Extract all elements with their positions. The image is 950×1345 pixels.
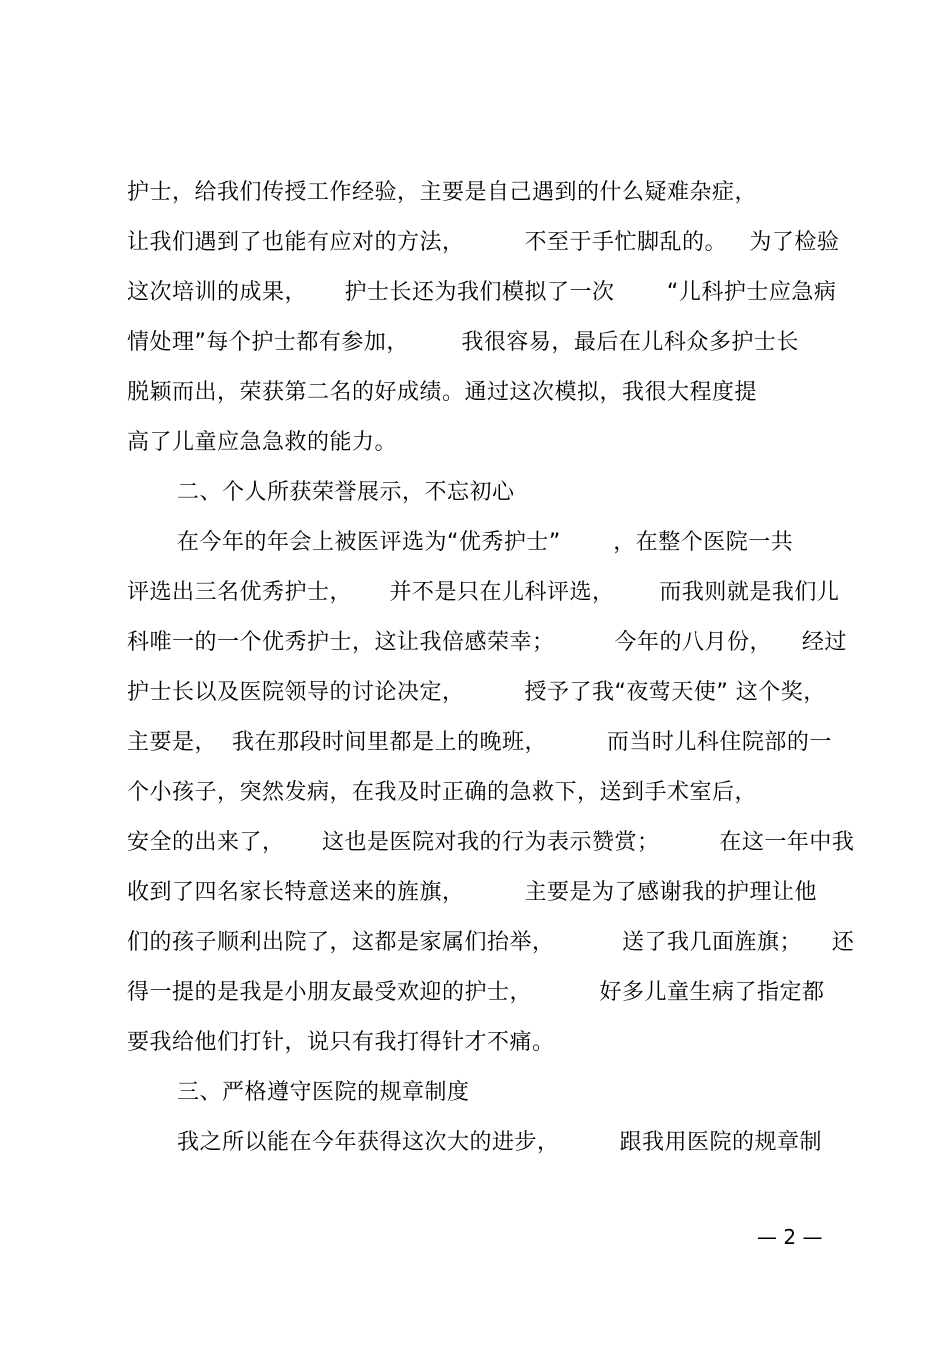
paragraph-line-12: 个小孩子，突然发病，在我及时正确的急救下，送到手术室后，	[127, 780, 758, 805]
paragraph-line-17: 要我给他们打针，说只有我打得针才不痛。	[127, 1030, 555, 1055]
paragraph-line-10: 护士长以及医院领导的讨论决定， 授予了我“夜莺天使” 这个奖，	[127, 680, 826, 705]
paragraph-line-14: 收到了四名家长特意送来的旌旗， 主要是为了感谢我的护理让他	[127, 880, 817, 905]
paragraph-line-18: 我之所以能在今年获得这次大的进步， 跟我用医院的规章制	[177, 1130, 822, 1155]
paragraph-line-16: 得一提的是我是小朋友最受欢迎的护士， 好多儿童生病了指定都	[127, 980, 825, 1005]
paragraph-line-3: 这次培训的成果， 护士长还为我们模拟了一次 “儿科护士应急病	[127, 280, 837, 305]
paragraph-line-2: 让我们遇到了也能有应对的方法， 不至于手忙脚乱的。 为了检验	[127, 230, 840, 255]
paragraph-line-6: 高了儿童应急急救的能力。	[127, 430, 398, 455]
paragraph-line-9: 科唯一的一个优秀护士，这让我倍感荣幸； 今年的八月份， 经过	[127, 630, 847, 655]
paragraph-line-4: 情处理”每个护士都有参加， 我很容易，最后在儿科众多护士长	[127, 330, 799, 355]
paragraph-line-15: 们的孩子顺利出院了，这都是家属们抬举， 送了我几面旌旗； 还	[127, 930, 855, 955]
paragraph-line-13: 安全的出来了， 这也是医院对我的行为表示赞赏； 在这一年中我	[127, 830, 855, 855]
page-number: — 2 —	[757, 1225, 823, 1249]
paragraph-line-5: 脱颖而出，荣获第二名的好成绩。通过这次模拟，我很大程度提	[127, 380, 758, 405]
paragraph-line-1: 护士，给我们传授工作经验，主要是自己遇到的什么疑难杂症，	[127, 180, 758, 205]
paragraph-line-7: 在今年的年会上被医评选为“优秀护士” ，在整个医院一共	[177, 530, 794, 555]
section-heading-3: 三、严格遵守医院的规章制度	[177, 1080, 470, 1105]
paragraph-line-11: 主要是， 我在那段时间里都是上的晚班， 而当时儿科住院部的一	[127, 730, 832, 755]
section-heading-2: 二、个人所获荣誉展示，不忘初心	[177, 480, 515, 505]
paragraph-line-8: 评选出三名优秀护士， 并不是只在儿科评选， 而我则就是我们儿	[127, 580, 840, 605]
